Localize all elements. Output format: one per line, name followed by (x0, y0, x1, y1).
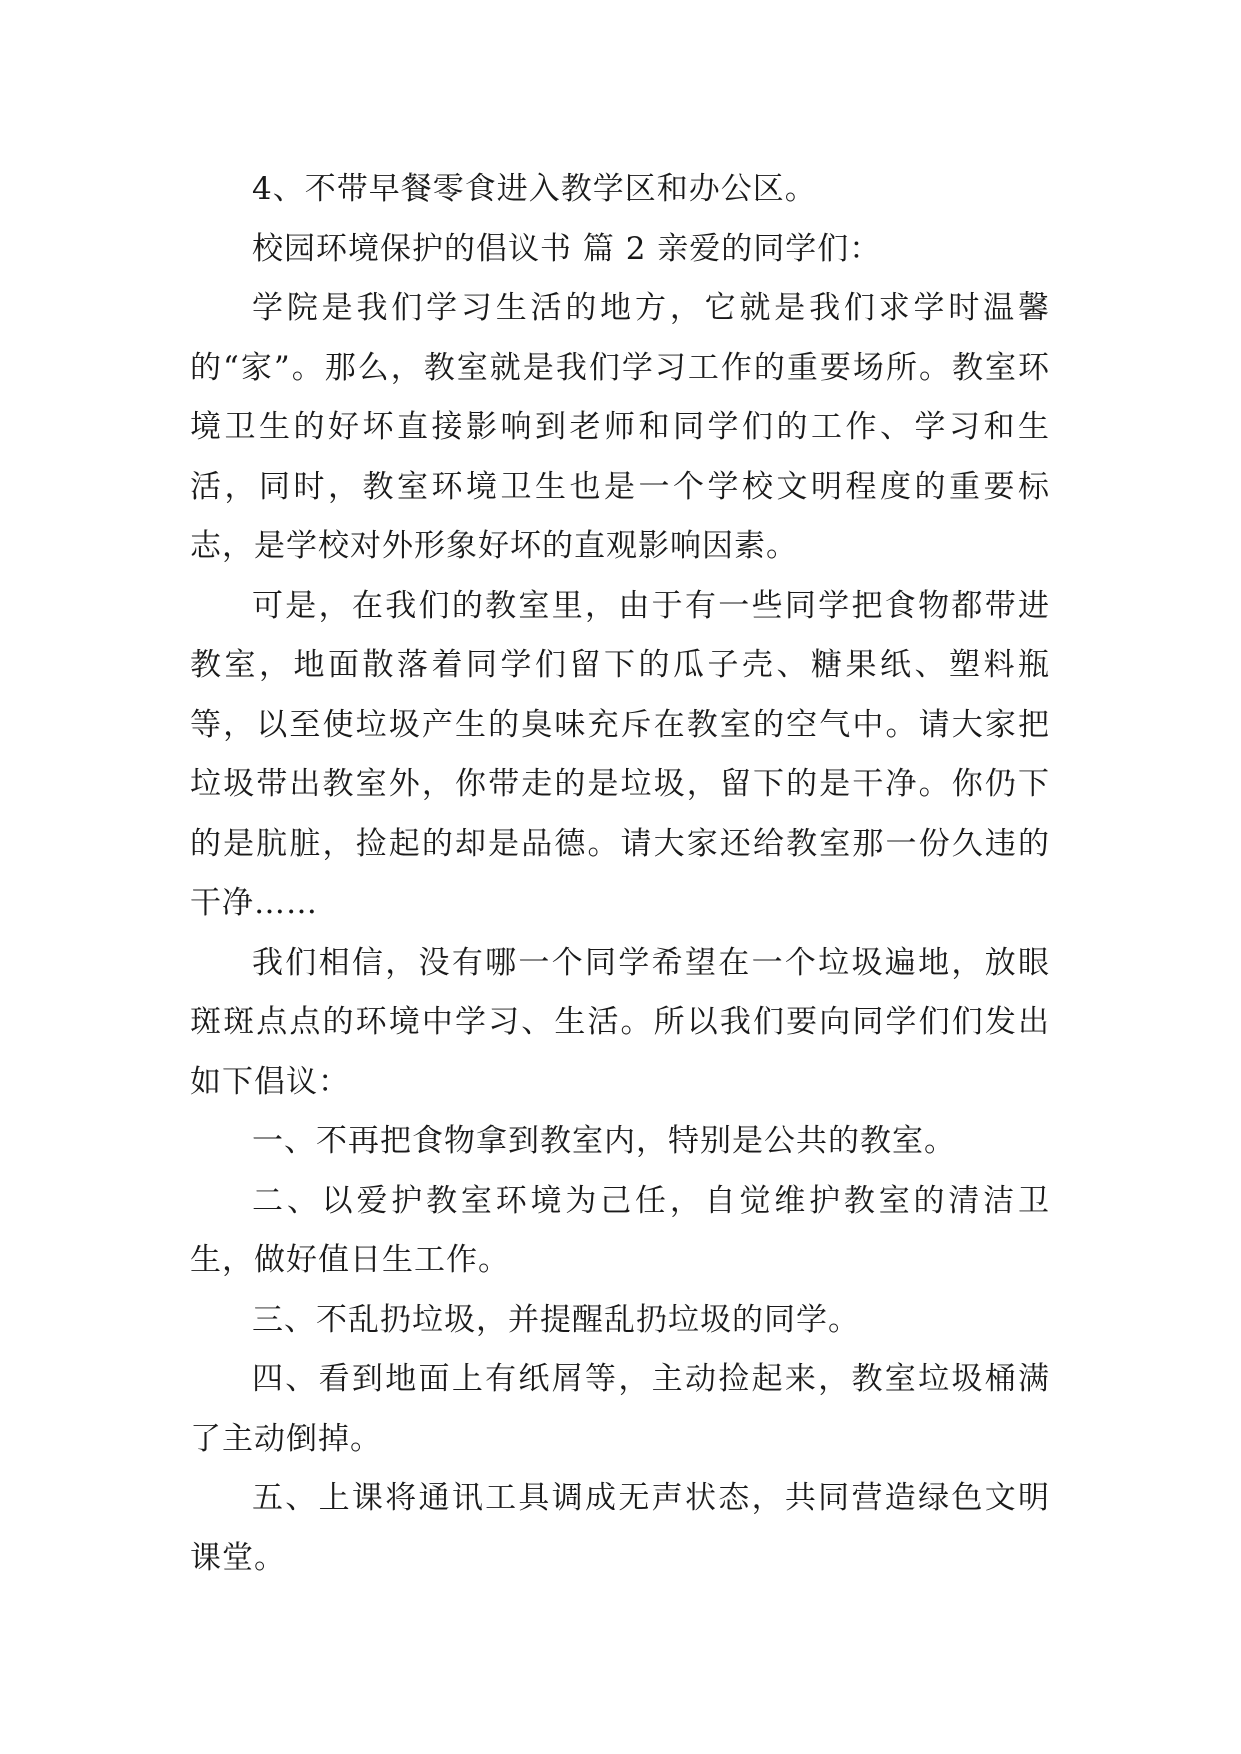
proposal-3: 三、不乱扔垃圾，并提醒乱扔垃圾的同学。 (252, 1301, 860, 1338)
proposal-5: 五、上课将通讯工具调成无声状态，共同营造绿色文明课堂。 (190, 1480, 1050, 1576)
proposal-2: 二、以爱护教室环境为己任，自觉维护教室的清洁卫生，做好值日生工作。 (190, 1182, 1050, 1278)
paragraph-item-4: 4、不带早餐零食进入教学区和办公区。 (252, 171, 817, 207)
paragraph-problem: 可是，在我们的教室里，由于有一些同学把食物都带进教室，地面散落着同学们留下的瓜子壳、糖果纸、塑料瓶等，以至使垃圾产生的臭味充斥在教室的空气中。请大家把垃圾带出教室外，你带走的是垃圾，留下的是干净。你仍下的是肮脏，捡起的却是品德。请大家还给教室那一份久违的干净…… (190, 587, 1050, 921)
proposal-4: 四、看到地面上有纸屑等，主动捡起来，教室垃圾桶满了主动倒掉。 (190, 1361, 1050, 1457)
paragraph-title-2: 校园环境保护的倡议书 篇 2 亲爱的同学们： (252, 230, 882, 267)
paragraph-intro: 学院是我们学习生活的地方，它就是我们求学时温馨的“家”。那么，教室就是我们学习工作的重要场所。教室环境卫生的好坏直接影响到老师和同学们的工作、学习和生活，同时，教室环境卫生也是一个学校文明程度的重要标志，是学校对外形象好坏的直观影响因素。 (190, 290, 1050, 564)
paragraph-belief: 我们相信，没有哪一个同学希望在一个垃圾遍地，放眼斑斑点点的环境中学习、生活。所以我们要向同学们们发出如下倡议： (190, 944, 1050, 1100)
document-page (190, 160, 1050, 1588)
proposal-1: 一、不再把食物拿到教室内，特别是公共的教室。 (252, 1123, 956, 1159)
